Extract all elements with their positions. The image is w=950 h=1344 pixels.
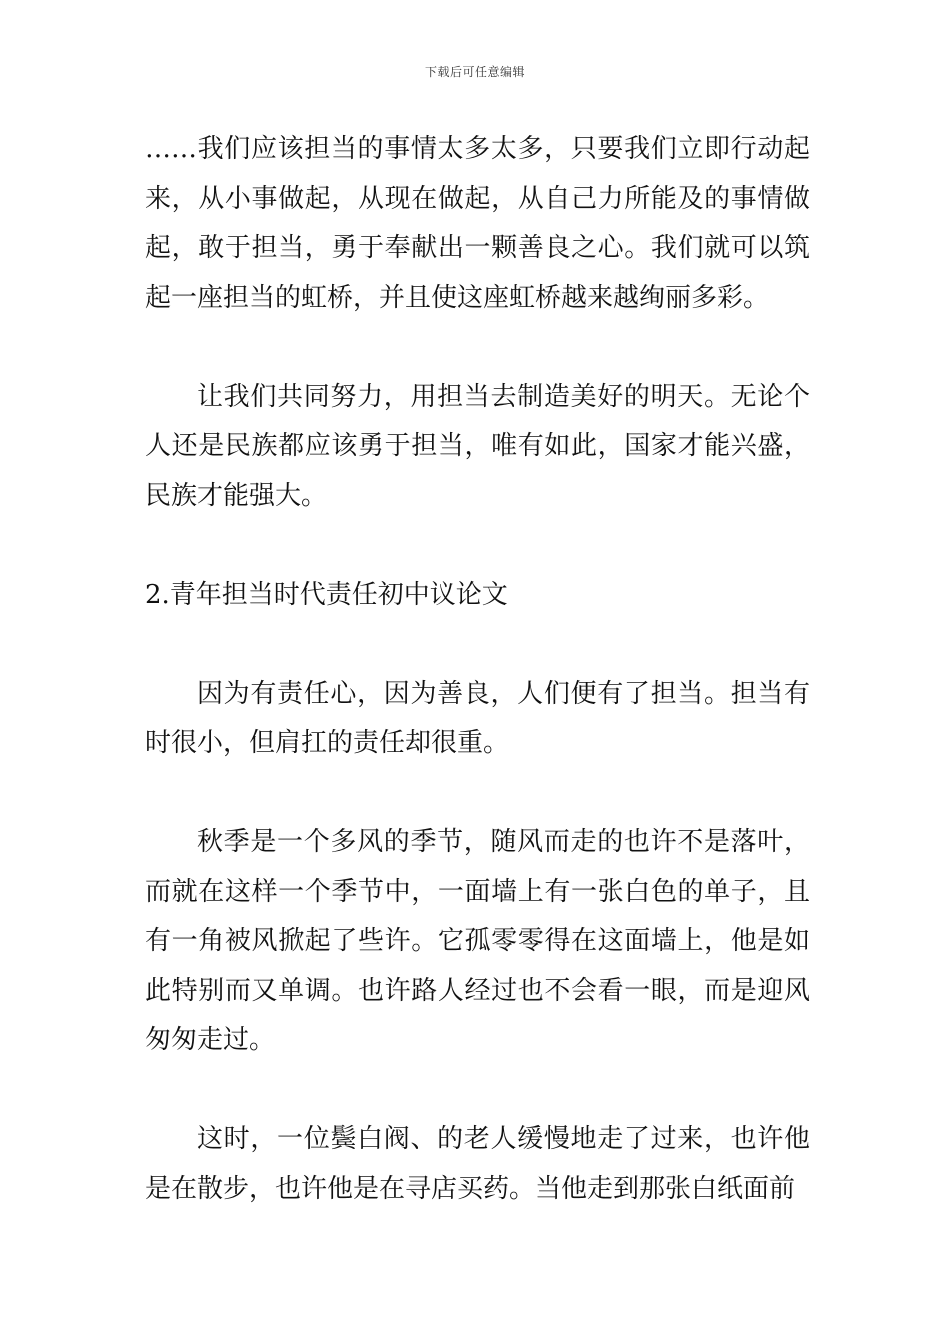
paragraph-spacer bbox=[145, 323, 810, 373]
paragraph-2: 让我们共同努力，用担当去制造美好的明天。无论个人还是民族都应该勇于担当，唯有如此，国家才能兴盛，民族才能强大。 bbox=[145, 381, 810, 511]
document-body bbox=[145, 125, 810, 1214]
paragraph-spacer bbox=[145, 620, 810, 670]
paragraph-spacer bbox=[145, 1066, 810, 1116]
paragraph-3: 因为有责任心，因为善良，人们便有了担当。担当有时很小，但肩扛的责任却很重。 bbox=[145, 678, 810, 758]
page-header: 下载后可任意编辑 bbox=[424, 65, 525, 79]
paragraph-1: ……我们应该担当的事情太多太多，只要我们立即行动起来，从小事做起，从现在做起，从自己力所能及的事情做起，敢于担当，勇于奉献出一颗善良之心。我们就可以筑起一座担当的虹桥，并且使这座虹桥越来越绚丽多彩。 bbox=[145, 134, 810, 313]
paragraph-5: 这时，一位鬓白阀、的老人缓慢地走了过来，也许他是在散步，也许他是在寻店买药。当他走到那张白纸面前 bbox=[145, 1124, 810, 1204]
paragraph-4: 秋季是一个多风的季节，随风而走的也许不是落叶，而就在这样一个季节中，一面墙上有一张白色的单子，且有一角被风掀起了些许。它孤零零得在这面墙上，他是如此特别而又单调。也许路人经过也不会看一眼，而是迎风匆匆走过。 bbox=[145, 827, 810, 1055]
paragraph-spacer bbox=[145, 521, 810, 571]
section-heading: 2.青年担当时代责任初中议论文 bbox=[145, 579, 508, 610]
paragraph-spacer bbox=[145, 769, 810, 819]
